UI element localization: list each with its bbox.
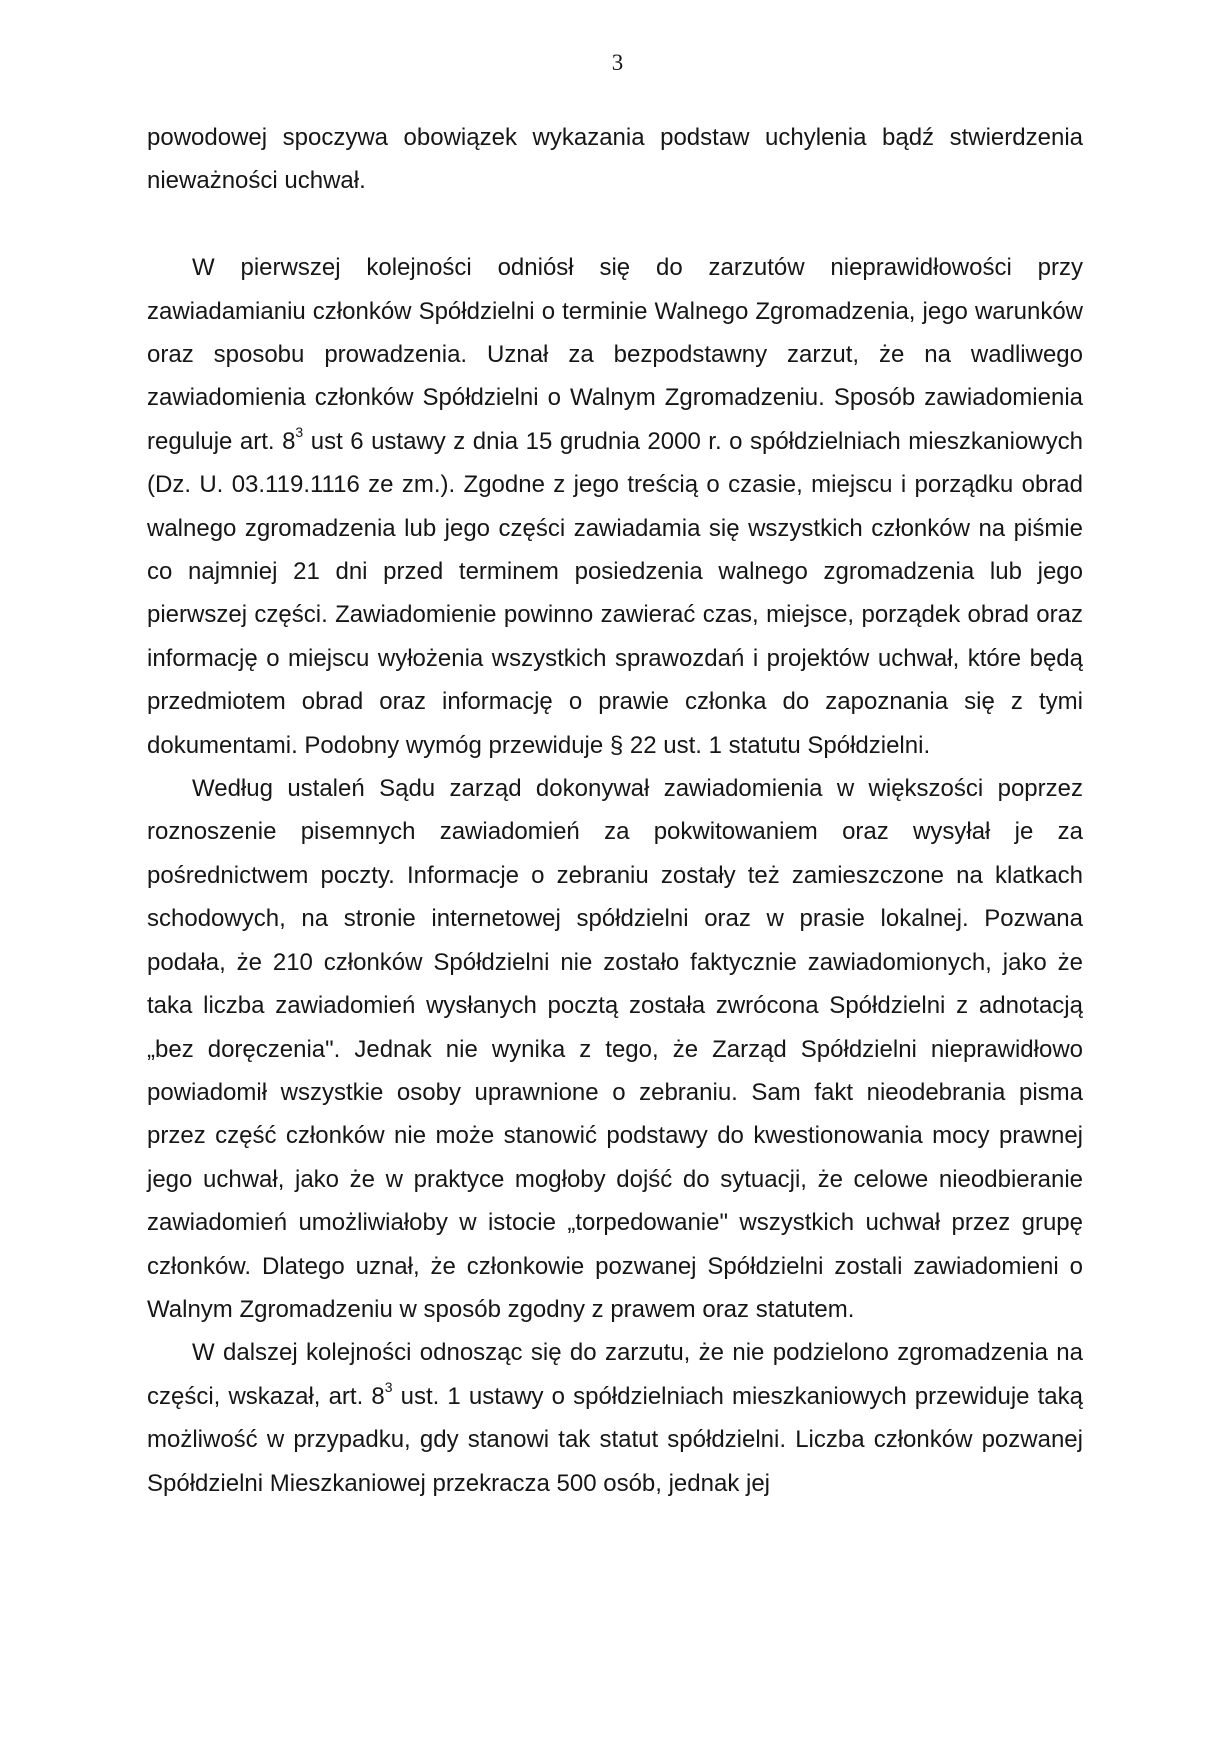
paragraph-1-text: powodowej spoczywa obowiązek wykazania podstaw uchylenia bądź stwierdzenia nieważności uchwał.: [147, 124, 1083, 195]
paragraph-3-text: Według ustaleń Sądu zarząd dokonywał zawiadomienia w większości poprzez roznoszenie pisemnych zawiadomień za pokwitowaniem oraz wysyłał je za pośrednictwem poczty. Informacje o zebraniu zostały też zamieszczone na klatkach schodowych, na stronie internetowej spółdzielni oraz w prasie lokalnej. Pozwana podała, że 210 członków Spółdzielni nie zostało faktycznie zawiadomionych, jako że taka liczba zawiadomień wysłanych pocztą została zwrócona Spółdzielni z adnotacją „bez doręczenia". Jednak nie wynika z tego, że Zarząd Spółdzielni nieprawidłowo powiadomił wszystkie osoby uprawnione o zebraniu. Sam fakt nieodebrania pisma przez część członków nie może stanowić podstawy do kwestionowania mocy prawnej jego uchwał, jako że w praktyce mogłoby dojść do sytuacji, że celowe nieodbieranie zawiadomień umożliwiałoby w istocie „torpedowanie" wszystkich uchwał przez grupę członków. Dlatego uznał, że członkowie pozwanej Spółdzielni zostali zawiadomieni o Walnym Zgromadzeniu w sposób zgodny z prawem oraz statutem.: [147, 775, 1083, 1323]
paragraph-3: [147, 767, 1083, 1331]
paragraph-2-text-a: W pierwszej kolejności odniósł się do zarzutów nieprawidłowości przy zawiadamianiu członków Spółdzielni o terminie Walnego Zgromadzenia, jego warunków oraz sposobu prowadzenia. Uznał za bezpodstawny zarzut, że na wadliwego zawiadomienia członków Spółdzielni o Walnym Zgromadzeniu. Sposób zawiadomienia reguluje art. 8: [147, 254, 1083, 455]
document-body: [147, 116, 1083, 1505]
superscript-3: 3: [384, 1378, 393, 1395]
paragraph-4-text-a: W dalszej kolejności odnosząc się do zarzutu, że nie podzielono zgromadzenia na części, wskazał, art. 8: [147, 1339, 1083, 1410]
page-number: 3: [611, 50, 624, 75]
superscript-3: 3: [295, 423, 304, 440]
paragraph-4-text-b: ust. 1 ustawy o spółdzielniach mieszkaniowych przewiduje taką możliwość w przypadku, gdy stanowi tak statut spółdzielni. Liczba członków pozwanej Spółdzielni Mieszkaniowej przekracza 500 osób, jednak jej: [147, 1382, 1084, 1497]
paragraph-4: [147, 1331, 1083, 1505]
paragraph-2: [147, 246, 1083, 767]
paragraph-2-text-b: ust 6 ustawy z dnia 15 grudnia 2000 r. o spółdzielniach mieszkaniowych (Dz. U. 03.119.1116 ze zm.). Zgodne z jego treścią o czasie, miejscu i porządku obrad walnego zgromadzenia lub jego części zawiadamia się wszystkich członków na piśmie co najmniej 21 dni przed terminem posiedzenia walnego zgromadzenia lub jego pierwszej części. Zawiadomienie powinno zawierać czas, miejsce, porządek obrad oraz informację o miejscu wyłożenia wszystkich sprawozdań i projektów uchwał, które będą przedmiotem obrad oraz informację o prawie członka do zapoznania się z tymi dokumentami. Podobny wymóg przewiduje § 22 ust. 1 statutu Spółdzielni.: [147, 427, 1083, 759]
paragraph-1: [147, 116, 1083, 203]
